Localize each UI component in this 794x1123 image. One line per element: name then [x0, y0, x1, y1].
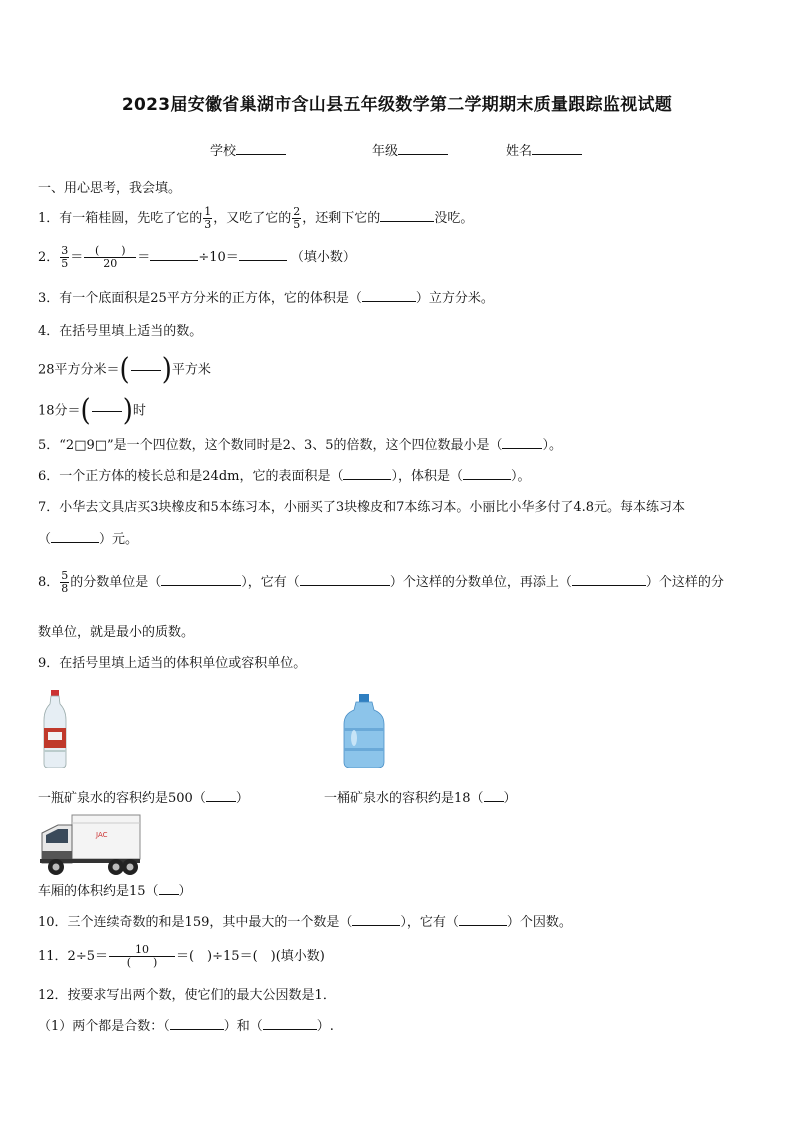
name-field — [506, 142, 582, 160]
question-1 — [38, 206, 473, 231]
question-text: 1．有一箱桂圆，先吃了它的 — [38, 211, 203, 226]
question-4-line-2 — [38, 393, 146, 429]
question-text: 28平方分米＝ — [38, 362, 120, 378]
answer-blank[interactable] — [131, 370, 161, 371]
school-field — [210, 142, 286, 160]
page-title: 2023届安徽省巢湖市含山县五年级数学第二学期期末质量跟踪监视试题 — [121, 95, 673, 115]
answer-blank[interactable] — [343, 479, 391, 480]
answer-blank[interactable] — [484, 801, 504, 802]
question-4: 4．在括号里填上适当的数。 — [38, 324, 203, 339]
question-text: 车厢的体积约是15（ — [38, 884, 159, 899]
question-3 — [38, 291, 494, 307]
answer-blank[interactable] — [300, 585, 390, 586]
question-text: ），它有（ — [241, 575, 300, 590]
question-9: 9．在括号里填上适当的体积单位或容积单位。 — [38, 656, 307, 671]
bottle-question — [38, 791, 249, 807]
question-text: （ — [38, 532, 52, 547]
question-text: ）元。 — [99, 532, 139, 547]
question-text: ）。 — [510, 469, 531, 484]
fraction — [84, 245, 136, 270]
answer-blank[interactable] — [459, 925, 507, 926]
fraction — [60, 245, 69, 270]
question-text: 年级 — [372, 144, 399, 159]
grade-blank[interactable] — [398, 142, 448, 155]
question-2 — [38, 245, 356, 270]
question-8-line-2: 数单位，就是最小的质数。 — [38, 625, 195, 640]
water-barrel-icon — [342, 694, 386, 768]
svg-text:JAC: JAC — [96, 831, 108, 839]
fraction-numerator: 2 — [293, 205, 301, 218]
question-text: 没吃。 — [434, 211, 474, 226]
question-12: 12．按要求写出两个数，使它们的最大公因数是1． — [38, 988, 336, 1003]
question-text: 一桶矿泉水的容积约是18（ — [324, 791, 484, 806]
question-text: 11．2÷5＝ — [38, 949, 108, 964]
question-8 — [38, 570, 724, 595]
question-text: 一瓶矿泉水的容积约是500（ — [38, 791, 206, 806]
grade-field — [372, 142, 448, 160]
question-text: ） — [503, 791, 517, 806]
question-text: 学校 — [210, 144, 237, 159]
answer-blank[interactable] — [352, 925, 400, 926]
question-text: ，还剩下它的 — [302, 211, 381, 226]
question-text: 3．有一个底面积是25平方分米的正方体，它的体积是（ — [38, 291, 362, 306]
answer-blank[interactable] — [170, 1029, 224, 1030]
answer-blank[interactable] — [92, 411, 122, 412]
fraction-numerator: 5 — [61, 569, 69, 582]
question-text: （填小数） — [290, 250, 356, 265]
question-text: ），它有（ — [400, 915, 459, 930]
truck-question — [38, 884, 192, 900]
fraction-denominator: 5 — [293, 218, 301, 231]
fraction-numerator: ( ) — [84, 245, 136, 258]
fraction-numerator: 1 — [204, 205, 212, 218]
fraction — [60, 570, 69, 595]
question-4-line-1 — [38, 352, 211, 388]
question-text: ） — [235, 791, 249, 806]
question-text: ＝ — [137, 250, 151, 265]
question-7: 7．小华去文具店买3块橡皮和5本练习本，小丽买了3块橡皮和7本练习本。小丽比小华多付了4.8元。每本练习本 — [38, 500, 686, 515]
answer-blank[interactable] — [380, 209, 434, 222]
question-text: ÷10＝ — [198, 250, 239, 265]
question-text: 5．“2□9□”是一个四位数，这个数同时是2、3、5的倍数，这个四位数最小是（ — [38, 438, 503, 453]
question-text: ）个这样的分数单位，再添上（ — [389, 575, 572, 590]
question-text: ＝( )÷15＝( )(填小数) — [175, 949, 325, 964]
answer-blank[interactable] — [572, 585, 646, 586]
question-text: 2． — [38, 250, 60, 265]
fraction-denominator: 3 — [204, 218, 212, 231]
question-text: 的分数单位是（ — [70, 575, 162, 590]
fraction — [109, 944, 175, 969]
question-text: ）立方分米。 — [415, 291, 494, 306]
question-text: 姓名 — [506, 144, 533, 159]
answer-blank[interactable] — [159, 894, 179, 895]
question-text: ）. — [316, 1019, 334, 1034]
question-11 — [38, 944, 325, 969]
fraction-numerator: 10 — [109, 944, 175, 957]
question-text: 10．三个连续奇数的和是159，其中最大的一个数是（ — [38, 915, 353, 930]
answer-blank[interactable] — [463, 479, 511, 480]
fraction — [292, 206, 301, 231]
answer-blank[interactable] — [206, 801, 236, 802]
answer-blank[interactable] — [263, 1029, 317, 1030]
question-text: ）个这样的分 — [645, 575, 724, 590]
question-text: 18分＝ — [38, 403, 81, 419]
question-12-part-1 — [38, 1019, 334, 1035]
question-text: 时 — [132, 403, 146, 419]
answer-blank[interactable] — [362, 301, 416, 302]
question-text: ，又吃了它的 — [213, 211, 292, 226]
question-text: ( — [119, 352, 130, 388]
name-blank[interactable] — [532, 142, 582, 155]
question-text: ） — [178, 884, 192, 899]
section-heading: 一、用心思考，我会填。 — [38, 181, 182, 196]
question-6 — [38, 469, 531, 485]
fraction-numerator: 3 — [61, 244, 69, 257]
fraction — [203, 206, 212, 231]
question-text: ( — [80, 393, 91, 429]
question-text: ) — [122, 393, 133, 429]
question-text: ）个因数。 — [506, 915, 572, 930]
fraction-denominator: 8 — [61, 582, 69, 595]
answer-blank[interactable] — [51, 542, 99, 543]
question-text: ＝ — [70, 250, 84, 265]
question-text: 8． — [38, 575, 60, 590]
question-text: ）和（ — [223, 1019, 263, 1034]
question-10 — [38, 915, 572, 931]
fraction-denominator: 20 — [103, 257, 118, 270]
question-text: 平方米 — [171, 362, 211, 378]
truck-icon — [38, 813, 142, 877]
answer-blank[interactable] — [150, 248, 198, 261]
question-5 — [38, 438, 562, 454]
question-text: 6．一个正方体的棱长总和是24dm，它的表面积是（ — [38, 469, 344, 484]
question-text: ），体积是（ — [391, 469, 463, 484]
water-bottle-icon — [42, 690, 68, 768]
fraction-denominator: ( ) — [126, 956, 158, 969]
question-text: ）。 — [542, 438, 562, 453]
answer-blank[interactable] — [502, 448, 542, 449]
barrel-question — [324, 791, 517, 807]
question-7-line-2 — [38, 532, 138, 548]
fraction-denominator: 5 — [61, 257, 69, 270]
answer-blank[interactable] — [239, 248, 287, 261]
answer-blank[interactable] — [161, 585, 241, 586]
question-text: ) — [161, 352, 172, 388]
question-text: （1）两个都是合数：（ — [38, 1019, 170, 1034]
school-blank[interactable] — [236, 142, 286, 155]
